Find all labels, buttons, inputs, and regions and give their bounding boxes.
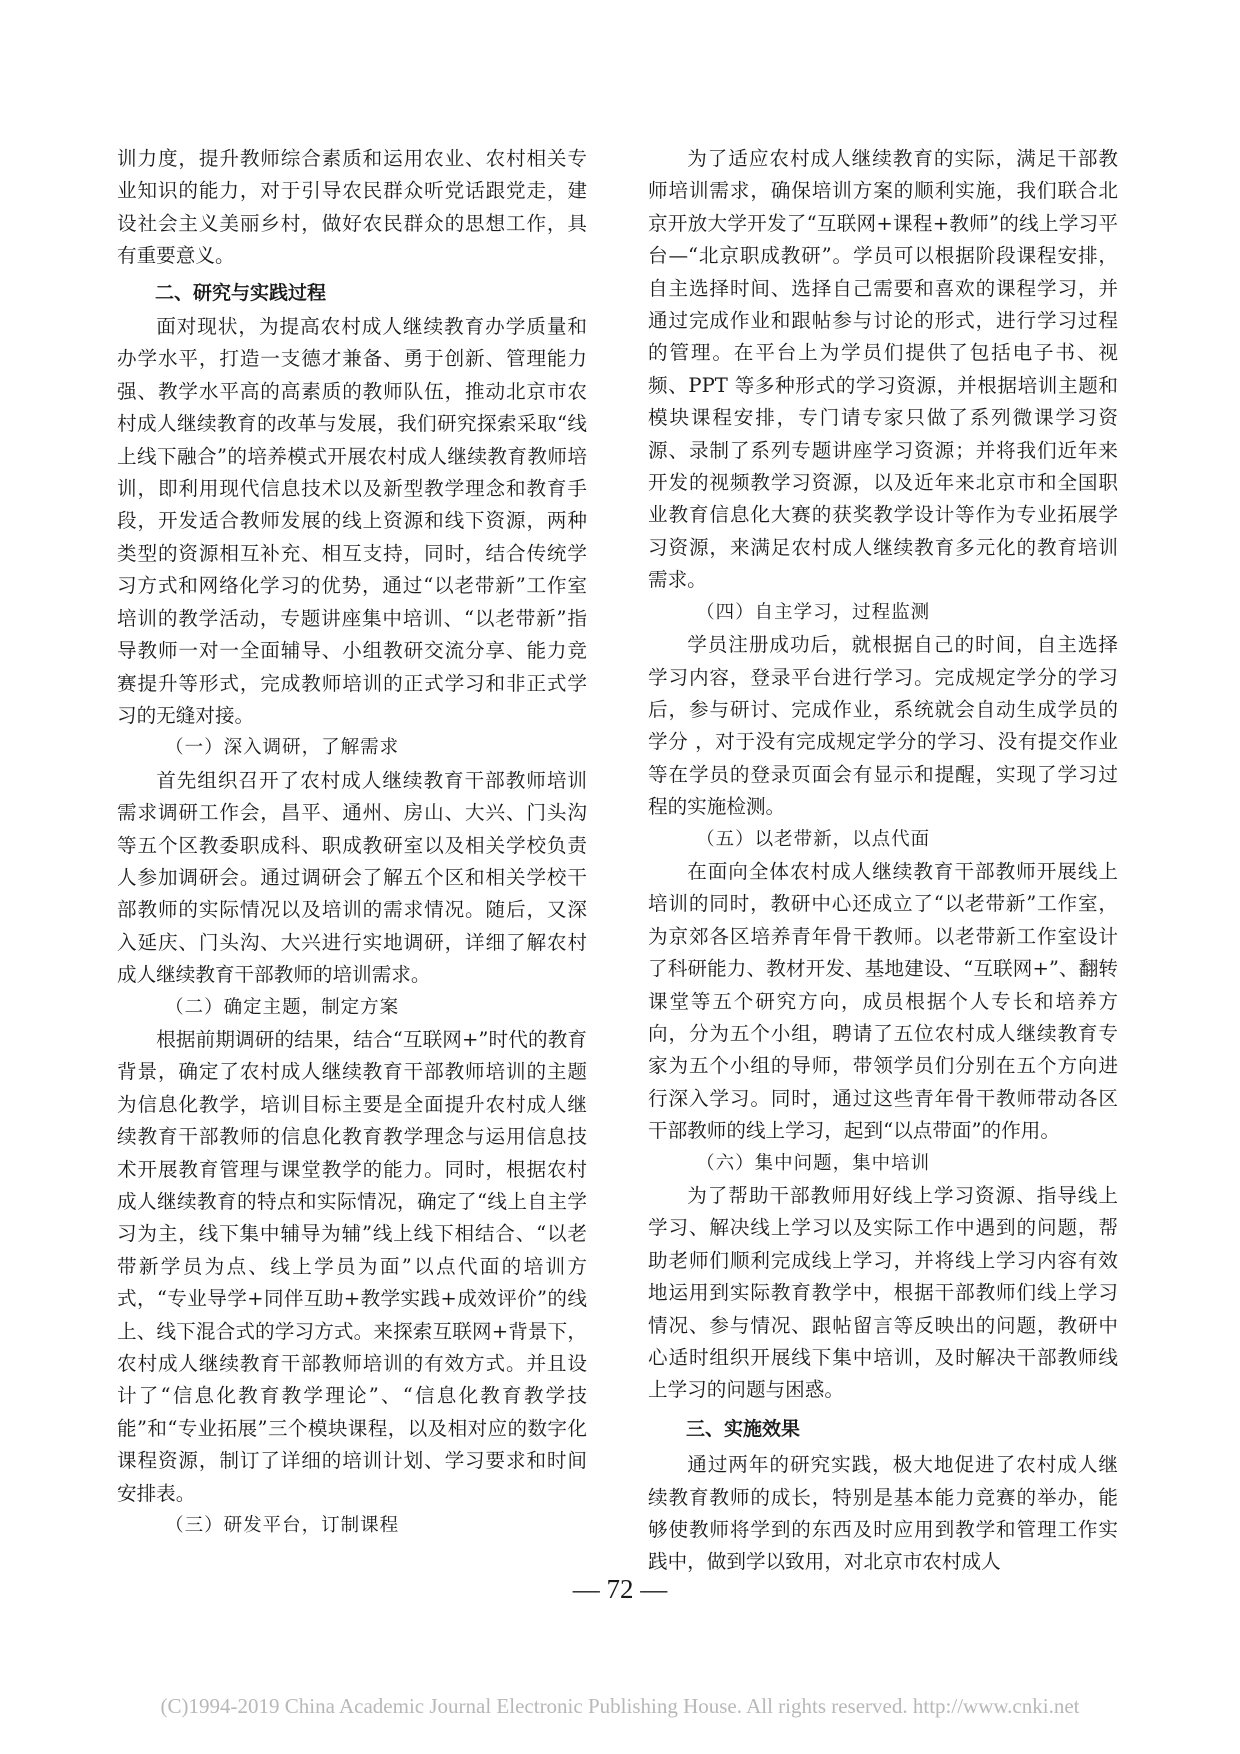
paragraph-subsection-6: 为了帮助干部教师用好线上学习资源、指导线上学习、解决线上学习以及实际工作中遇到的问题，帮助老师们顺利完成线上学习，并将线上学习内容有效地运用到实际教育教学中，根据干部教师们线上学习情况、参与情况、跟帖留言等反映出的问题，教研中心适时组织开展线下集中培训，及时解决干部教师线上学习的问题与困惑。 [648, 1184, 1118, 1402]
paragraph-subsection-3: 为了适应农村成人继续教育的实际，满足干部教师培训需求，确保培训方案的顺利实施，我们联合北京开放大学开发了“互联网+课程+教师”的线上学习平台—“北京职成教研”。学员可以根据阶段课程安排，自主选择时间、选择自己需要和喜欢的课程学习，并通过完成作业和跟帖参与讨论的形式，进行学习过程的管理。在平台上为学员们提供了包括电子书、视频、PPT 等多种形式的学习资源，并根据培训主题和模块课程安排，专门请专家只做了系列微课学习资源、录制了系列专题讲座学习资源；并将我们近年来开发的视频教学习资源，以及近年来北京市和全国职业教育信息化大赛的获奖教学设计等作为专业拓展学习资源，来满足农村成人继续教育多元化的教育培训需求。 [648, 147, 1118, 592]
right-column [648, 143, 1118, 1579]
section-2-heading: 二、研究与实践过程 [155, 281, 327, 304]
paragraph-subsection-1: 首先组织召开了农村成人继续教育干部教师培训需求调研工作会，昌平、通州、房山、大兴、门头沟等五个区教委职成科、职成教研室以及相关学校负责人参加调研会。通过调研会了解五个区和相关学校干部教师的实际情况以及培训的需求情况。随后，又深入延庆、门头沟、大兴进行实地调研，详细了解农村成人继续教育干部教师的培训需求。 [117, 768, 587, 987]
subsection-3-heading: （三）研发平台，订制课程 [165, 1515, 400, 1537]
subsection-2-heading: （二）确定主题，制定方案 [165, 996, 400, 1018]
subsection-5-heading: （五）以老带新，以点代面 [696, 828, 931, 850]
paragraph-section-3: 通过两年的研究实践，极大地促进了农村成人继续教育教师的成长，特别是基本能力竞赛的举办，能够使教师将学到的东西及时应用到教学和管理工作实践中，做到学以致用，对北京市农村成人 [648, 1453, 1118, 1574]
subsection-6-heading: （六）集中问题，集中培训 [696, 1152, 931, 1174]
paragraph-subsection-5: 在面向全体农村成人继续教育干部教师开展线上培训的同时，教研中心还成立了“以老带新”工作室，为京郊各区培养青年骨干教师。以老带新工作室设计了科研能力、教材开发、基地建设、“互联网+”、翻转课堂等五个研究方向，成员根据个人专长和培养方向，分为五个小组，聘请了五位农村成人继续教育专家为五个小组的导师，带领学员们分别在五个方向进行深入学习。同时，通过这些青年骨干教师带动各区干部教师的线上学习，起到“以点带面”的作用。 [648, 859, 1118, 1143]
subsection-1-heading: （一）深入调研，了解需求 [165, 737, 400, 759]
footer-copyright: (C)1994-2019 China Academic Journal Electronic Publishing House. All rights reserved. http://www.cnki.net [160, 1694, 1080, 1718]
page-number: — 72 — [572, 1574, 668, 1604]
paragraph-subsection-4: 学员注册成功后，就根据自己的时间，自主选择学习内容，登录平台进行学习。完成规定学分的学习后，参与研讨、完成作业，系统就会自动生成学员的学分 ，对于没有完成规定学分的学习、没有提交作业等在学员的登录页面会有显示和提醒，实现了学习过程的实施检测。 [648, 633, 1118, 819]
left-column [117, 143, 587, 1542]
paragraph-section-2: 面对现状，为提高农村成人继续教育办学质量和办学水平，打造一支德才兼备、勇于创新、管理能力强、教学水平高的高素质的教师队伍，推动北京市农村成人继续教育的改革与发展，我们研究探索采取“线上线下融合”的培养模式开展农村成人继续教育教师培训，即利用现代信息技术以及新型教学理念和教育手段，开发适合教师发展的线上资源和线下资源，两种类型的资源相互补充、相互支持，同时，结合传统学习方式和网络化学习的优势，通过“以老带新”工作室培训的教学活动，专题讲座集中培训、“以老带新”指导教师一对一全面辅导、小组教研交流分享、能力竞赛提升等形式，完成教师培训的正式学习和非正式学习的无缝对接。 [117, 315, 587, 727]
section-3-heading: 三、实施效果 [686, 1417, 801, 1440]
paragraph-intro-continued: 训力度，提升教师综合素质和运用农业、农村相关专业知识的能力，对于引导农民群众听党话跟党走，建设社会主义美丽乡村，做好农民群众的思想工作，具有重要意义。 [117, 147, 587, 268]
paragraph-subsection-2: 根据前期调研的结果，结合“互联网+”时代的教育背景，确定了农村成人继续教育干部教师培训的主题为信息化教学，培训目标主要是全面提升农村成人继续教育干部教师的信息化教育教学理念与运用信息技术开展教育管理与课堂教学的能力。同时，根据农村成人继续教育的特点和实际情况，确定了“线上自主学习为主，线下集中辅导为辅”线上线下相结合、“以老带新学员为点、线上学员为面”以点代面的培训方式，“专业导学+同伴互助+教学实践+成效评价”的线上、线下混合式的学习方式。来探索互联网+背景下，农村成人继续教育干部教师培训的有效方式。并且设计了“信息化教育教学理论”、“信息化教育教学技能”和“专业拓展”三个模块课程，以及相对应的数字化课程资源，制订了详细的培训计划、学习要求和时间安排表。 [117, 1027, 587, 1505]
subsection-4-heading: （四）自主学习，过程监测 [696, 601, 931, 623]
